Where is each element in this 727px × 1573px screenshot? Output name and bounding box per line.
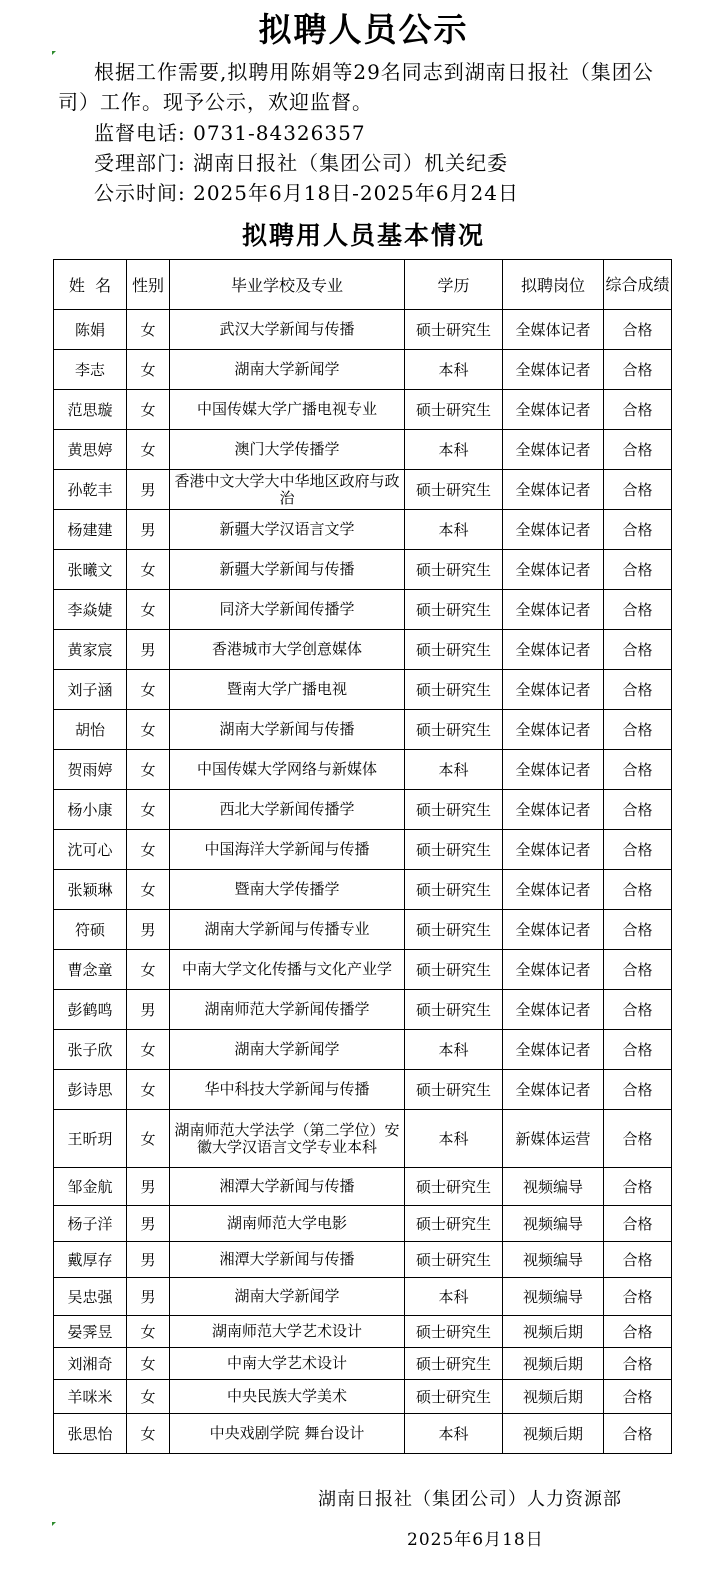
intro-text: 根据工作需要,拟聘用陈娟等29名同志到湖南日报社（集团公司）工作。现予公示，欢迎监督。 [58, 60, 654, 114]
education-cell: 本科 [405, 430, 503, 470]
school-cell: 中南大学艺术设计 [170, 1348, 405, 1380]
school-cell: 香港中文大学大中华地区政府与政治 [170, 470, 405, 510]
score-cell: 合格 [604, 990, 672, 1030]
gender-cell: 男 [127, 470, 170, 510]
gender-cell: 男 [127, 1242, 170, 1278]
gender-cell: 女 [127, 750, 170, 790]
page-title: 拟聘人员公示 [258, 10, 469, 49]
table-row [54, 390, 672, 430]
name-cell: 吴忠强 [54, 1278, 127, 1316]
gender-cell: 女 [127, 1316, 170, 1348]
school-cell: 湘潭大学新闻与传播 [170, 1168, 405, 1206]
score-cell: 合格 [604, 1030, 672, 1070]
school-cell: 湖南师范大学法学（第二学位）安徽大学汉语言文学专业本科 [170, 1110, 405, 1168]
header-education: 学历 [405, 260, 503, 310]
position-cell: 视频后期 [503, 1380, 604, 1414]
school-cell: 湖南师范大学电影 [170, 1206, 405, 1242]
gender-cell: 女 [127, 1070, 170, 1110]
education-cell: 本科 [405, 1278, 503, 1316]
position-cell: 全媒体记者 [503, 1070, 604, 1110]
score-cell: 合格 [604, 350, 672, 390]
table-row [54, 510, 672, 550]
position-cell: 全媒体记者 [503, 670, 604, 710]
score-cell: 合格 [604, 1316, 672, 1348]
name-cell: 彭鹤鸣 [54, 990, 127, 1030]
table-row [54, 1030, 672, 1070]
gender-cell: 男 [127, 630, 170, 670]
score-cell: 合格 [604, 430, 672, 470]
gender-cell: 女 [127, 870, 170, 910]
gender-cell: 男 [127, 1206, 170, 1242]
education-cell: 硕士研究生 [405, 390, 503, 430]
education-cell: 硕士研究生 [405, 670, 503, 710]
score-cell: 合格 [604, 1348, 672, 1380]
name-cell: 符硕 [54, 910, 127, 950]
section-title: 拟聘用人员基本情况 [241, 221, 485, 250]
name-cell: 曹念童 [54, 950, 127, 990]
position-cell: 视频编导 [503, 1242, 604, 1278]
position-cell: 全媒体记者 [503, 870, 604, 910]
gender-cell: 女 [127, 1348, 170, 1380]
education-cell: 硕士研究生 [405, 790, 503, 830]
gender-cell: 女 [127, 670, 170, 710]
score-cell: 合格 [604, 830, 672, 870]
gender-cell: 女 [127, 950, 170, 990]
table-row [54, 350, 672, 390]
school-cell: 香港城市大学创意媒体 [170, 630, 405, 670]
education-cell: 硕士研究生 [405, 1348, 503, 1380]
gender-cell: 男 [127, 1278, 170, 1316]
table-row [54, 550, 672, 590]
education-cell: 硕士研究生 [405, 630, 503, 670]
score-cell: 合格 [604, 390, 672, 430]
school-cell: 武汉大学新闻与传播 [170, 310, 405, 350]
position-cell: 全媒体记者 [503, 710, 604, 750]
score-cell: 合格 [604, 670, 672, 710]
table-header-row [54, 260, 672, 310]
name-cell: 张子欣 [54, 1030, 127, 1070]
position-cell: 全媒体记者 [503, 990, 604, 1030]
header-score: 综合成绩 [604, 260, 672, 310]
score-cell: 合格 [604, 870, 672, 910]
score-cell: 合格 [604, 710, 672, 750]
school-cell: 湖南大学新闻学 [170, 1030, 405, 1070]
education-cell: 硕士研究生 [405, 1206, 503, 1242]
education-cell: 本科 [405, 1414, 503, 1454]
school-cell: 暨南大学传播学 [170, 870, 405, 910]
name-cell: 彭诗思 [54, 1070, 127, 1110]
gender-cell: 女 [127, 1110, 170, 1168]
position-cell: 视频后期 [503, 1316, 604, 1348]
education-cell: 本科 [405, 1030, 503, 1070]
education-cell: 硕士研究生 [405, 470, 503, 510]
score-cell: 合格 [604, 1110, 672, 1168]
name-cell: 沈可心 [54, 830, 127, 870]
education-cell: 硕士研究生 [405, 590, 503, 630]
name-cell: 贺雨婷 [54, 750, 127, 790]
position-cell: 全媒体记者 [503, 390, 604, 430]
name-cell: 张曦文 [54, 550, 127, 590]
gender-cell: 男 [127, 510, 170, 550]
gender-cell: 女 [127, 710, 170, 750]
table-row [54, 470, 672, 510]
position-cell: 全媒体记者 [503, 1030, 604, 1070]
score-cell: 合格 [604, 590, 672, 630]
education-cell: 硕士研究生 [405, 1380, 503, 1414]
name-cell: 刘子涵 [54, 670, 127, 710]
header-school: 毕业学校及专业 [170, 260, 405, 310]
school-cell: 中央戏剧学院 舞台设计 [170, 1414, 405, 1454]
score-cell: 合格 [604, 1242, 672, 1278]
position-cell: 全媒体记者 [503, 430, 604, 470]
table-row [54, 1206, 672, 1242]
table-row [54, 990, 672, 1030]
school-cell: 湖南大学新闻与传播专业 [170, 910, 405, 950]
gender-cell: 女 [127, 830, 170, 870]
score-cell: 合格 [604, 550, 672, 590]
school-cell: 澳门大学传播学 [170, 430, 405, 470]
gender-cell: 女 [127, 590, 170, 630]
education-cell: 本科 [405, 350, 503, 390]
name-cell: 王昕玥 [54, 1110, 127, 1168]
score-cell: 合格 [604, 750, 672, 790]
name-cell: 晏霁昱 [54, 1316, 127, 1348]
school-cell: 新疆大学新闻与传播 [170, 550, 405, 590]
education-cell: 硕士研究生 [405, 1070, 503, 1110]
table-row [54, 630, 672, 670]
education-cell: 硕士研究生 [405, 830, 503, 870]
school-cell: 湖南师范大学艺术设计 [170, 1316, 405, 1348]
position-cell: 全媒体记者 [503, 950, 604, 990]
gender-cell: 女 [127, 430, 170, 470]
gender-cell: 男 [127, 990, 170, 1030]
table-row [54, 670, 672, 710]
position-cell: 全媒体记者 [503, 590, 604, 630]
school-cell: 西北大学新闻传播学 [170, 790, 405, 830]
position-cell: 全媒体记者 [503, 350, 604, 390]
name-cell: 孙乾丰 [54, 470, 127, 510]
position-cell: 视频编导 [503, 1168, 604, 1206]
education-cell: 硕士研究生 [405, 1168, 503, 1206]
table-row [54, 710, 672, 750]
school-cell: 中央民族大学美术 [170, 1380, 405, 1414]
name-cell: 李焱婕 [54, 590, 127, 630]
table-row [54, 1070, 672, 1110]
name-cell: 胡怡 [54, 710, 127, 750]
education-cell: 硕士研究生 [405, 870, 503, 910]
gender-cell: 女 [127, 790, 170, 830]
education-cell: 硕士研究生 [405, 1242, 503, 1278]
position-cell: 全媒体记者 [503, 510, 604, 550]
school-cell: 中国传媒大学网络与新媒体 [170, 750, 405, 790]
position-cell: 全媒体记者 [503, 470, 604, 510]
education-cell: 本科 [405, 750, 503, 790]
position-cell: 新媒体运营 [503, 1110, 604, 1168]
school-cell: 中南大学文化传播与文化产业学 [170, 950, 405, 990]
score-cell: 合格 [604, 1380, 672, 1414]
candidates-table [53, 259, 672, 1454]
corner-mark-bottom [52, 1522, 56, 1526]
name-cell: 黄思婷 [54, 430, 127, 470]
contact-phone: 监督电话: 0731-84326357 [94, 121, 366, 145]
position-cell: 视频后期 [503, 1414, 604, 1454]
school-cell: 同济大学新闻传播学 [170, 590, 405, 630]
table-row [54, 790, 672, 830]
table-row [54, 1380, 672, 1414]
score-cell: 合格 [604, 510, 672, 550]
gender-cell: 女 [127, 310, 170, 350]
position-cell: 全媒体记者 [503, 550, 604, 590]
school-cell: 湖南大学新闻学 [170, 1278, 405, 1316]
name-cell: 杨小康 [54, 790, 127, 830]
score-cell: 合格 [604, 910, 672, 950]
name-cell: 张颖琳 [54, 870, 127, 910]
score-cell: 合格 [604, 1168, 672, 1206]
name-cell: 黄家宸 [54, 630, 127, 670]
table-row [54, 830, 672, 870]
school-cell: 华中科技大学新闻与传播 [170, 1070, 405, 1110]
table-row [54, 1316, 672, 1348]
school-cell: 湘潭大学新闻与传播 [170, 1242, 405, 1278]
position-cell: 全媒体记者 [503, 830, 604, 870]
header-position: 拟聘岗位 [503, 260, 604, 310]
position-cell: 视频编导 [503, 1206, 604, 1242]
school-cell: 中国海洋大学新闻与传播 [170, 830, 405, 870]
name-cell: 刘湘奇 [54, 1348, 127, 1380]
score-cell: 合格 [604, 790, 672, 830]
table-row [54, 310, 672, 350]
table-row [54, 1110, 672, 1168]
name-cell: 张思怡 [54, 1414, 127, 1454]
name-cell: 李志 [54, 350, 127, 390]
table-row [54, 1414, 672, 1454]
name-cell: 邹金航 [54, 1168, 127, 1206]
school-cell: 中国传媒大学广播电视专业 [170, 390, 405, 430]
education-cell: 硕士研究生 [405, 710, 503, 750]
position-cell: 全媒体记者 [503, 750, 604, 790]
footer-date: 2025年6月18日 [407, 1530, 544, 1550]
school-cell: 湖南大学新闻与传播 [170, 710, 405, 750]
school-cell: 湖南大学新闻学 [170, 350, 405, 390]
table-row [54, 950, 672, 990]
score-cell: 合格 [604, 470, 672, 510]
name-cell: 杨建建 [54, 510, 127, 550]
education-cell: 本科 [405, 510, 503, 550]
position-cell: 全媒体记者 [503, 910, 604, 950]
publicity-period: 公示时间: 2025年6月18日-2025年6月24日 [94, 181, 519, 205]
table-row [54, 1168, 672, 1206]
gender-cell: 女 [127, 1414, 170, 1454]
education-cell: 硕士研究生 [405, 950, 503, 990]
school-cell: 湖南师范大学新闻传播学 [170, 990, 405, 1030]
name-cell: 杨子洋 [54, 1206, 127, 1242]
table-row [54, 590, 672, 630]
score-cell: 合格 [604, 1206, 672, 1242]
position-cell: 视频后期 [503, 1348, 604, 1380]
header-name: 姓 名 [54, 260, 127, 310]
header-gender: 性别 [127, 260, 170, 310]
table-row [54, 1348, 672, 1380]
gender-cell: 男 [127, 1168, 170, 1206]
score-cell: 合格 [604, 1278, 672, 1316]
education-cell: 硕士研究生 [405, 990, 503, 1030]
score-cell: 合格 [604, 1414, 672, 1454]
name-cell: 戴厚存 [54, 1242, 127, 1278]
gender-cell: 女 [127, 1380, 170, 1414]
education-cell: 硕士研究生 [405, 550, 503, 590]
table-row [54, 750, 672, 790]
gender-cell: 女 [127, 1030, 170, 1070]
intro-paragraph [58, 57, 678, 117]
position-cell: 全媒体记者 [503, 630, 604, 670]
gender-cell: 女 [127, 350, 170, 390]
table-row [54, 870, 672, 910]
gender-cell: 女 [127, 550, 170, 590]
score-cell: 合格 [604, 630, 672, 670]
table-row [54, 430, 672, 470]
gender-cell: 男 [127, 910, 170, 950]
table-row [54, 1242, 672, 1278]
table-row [54, 1278, 672, 1316]
score-cell: 合格 [604, 310, 672, 350]
score-cell: 合格 [604, 1070, 672, 1110]
table-row [54, 910, 672, 950]
education-cell: 硕士研究生 [405, 910, 503, 950]
school-cell: 暨南大学广播电视 [170, 670, 405, 710]
education-cell: 硕士研究生 [405, 1316, 503, 1348]
name-cell: 范思璇 [54, 390, 127, 430]
position-cell: 视频编导 [503, 1278, 604, 1316]
corner-mark-top [52, 51, 56, 55]
score-cell: 合格 [604, 950, 672, 990]
contact-department: 受理部门: 湖南日报社（集团公司）机关纪委 [94, 151, 509, 175]
name-cell: 陈娟 [54, 310, 127, 350]
education-cell: 硕士研究生 [405, 310, 503, 350]
education-cell: 本科 [405, 1110, 503, 1168]
gender-cell: 女 [127, 390, 170, 430]
name-cell: 羊咪米 [54, 1380, 127, 1414]
school-cell: 新疆大学汉语言文学 [170, 510, 405, 550]
position-cell: 全媒体记者 [503, 790, 604, 830]
position-cell: 全媒体记者 [503, 310, 604, 350]
footer-org: 湖南日报社（集团公司）人力资源部 [318, 1489, 622, 1510]
